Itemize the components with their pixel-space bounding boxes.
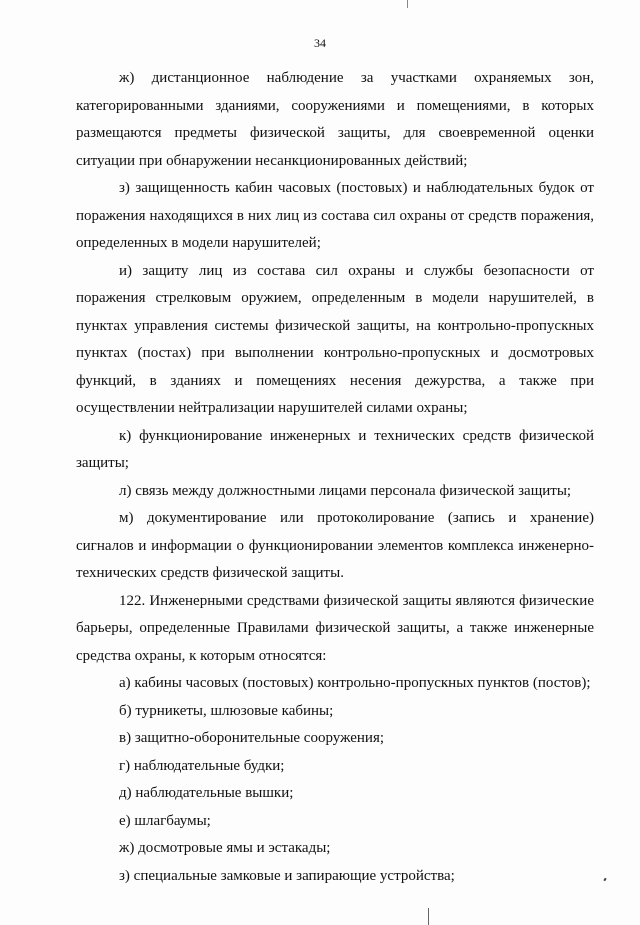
list-item-b: б) турникеты, шлюзовые кабины; [119, 702, 334, 719]
list-item-e: е) шлагбаумы; [119, 812, 211, 829]
list-item-v: в) защитно-оборонительные сооружения; [119, 730, 385, 746]
scan-artifact-dot [603, 878, 606, 882]
paragraph-l: л) связь между должностными лицами персонала физической защиты; [119, 482, 572, 499]
list-item-g: г) наблюдательные будки; [119, 757, 285, 774]
document-body [76, 65, 594, 890]
list-item-d: д) наблюдательные вышки; [119, 785, 294, 801]
scan-artifact-top [407, 0, 408, 8]
paragraph-k: к) функционирование инженерных и технических средств физической защиты; [76, 427, 594, 471]
list-item-a: а) кабины часовых (постовых) контрольно-пропускных пунктов (постов); [119, 675, 591, 691]
list-item-z: з) специальные замковые и запирающие устройства; [119, 867, 455, 884]
paragraph-zh: ж) дистанционное наблюдение за участками охраняемых зон, категорированными зданиями, сооружениями и помещениями, в которых размещаются предметы физической защиты, для своевременной оценки ситуации при обнаружении несанкционированных действий; [76, 70, 594, 169]
paragraph-122: 122. Инженерными средствами физической защиты являются физические барьеры, определенные Правилами физической защиты, а также инженерные средства охраны, к которым относятся: [76, 592, 594, 664]
page-number: 34 [314, 36, 326, 50]
scan-artifact-bottom [428, 908, 429, 925]
paragraph-i: и) защиту лиц из состава сил охраны и службы безопасности от поражения стрелковым оружием, определенным в модели нарушителей, в пунктах управления системы физической защиты, на контрольно-пропускных пунктах (постах) при выполнении контрольно-пропускных и досмотровых функций, в зданиях и помещениях несения дежурства, а также при осуществлении нейтрализации нарушителей силами охраны; [76, 262, 594, 416]
paragraph-m: м) документирование или протоколирование (запись и хранение) сигналов и информации о функционировании элементов комплекса инженерно-технических средств физической защиты. [76, 510, 594, 581]
list-item-zh: ж) досмотровые ямы и эстакады; [119, 840, 331, 856]
paragraph-z: з) защищенность кабин часовых (постовых) и наблюдательных будок от поражения находящихся в них лиц из состава сил охраны от средств поражения, определенных в модели нарушителей; [76, 180, 594, 251]
